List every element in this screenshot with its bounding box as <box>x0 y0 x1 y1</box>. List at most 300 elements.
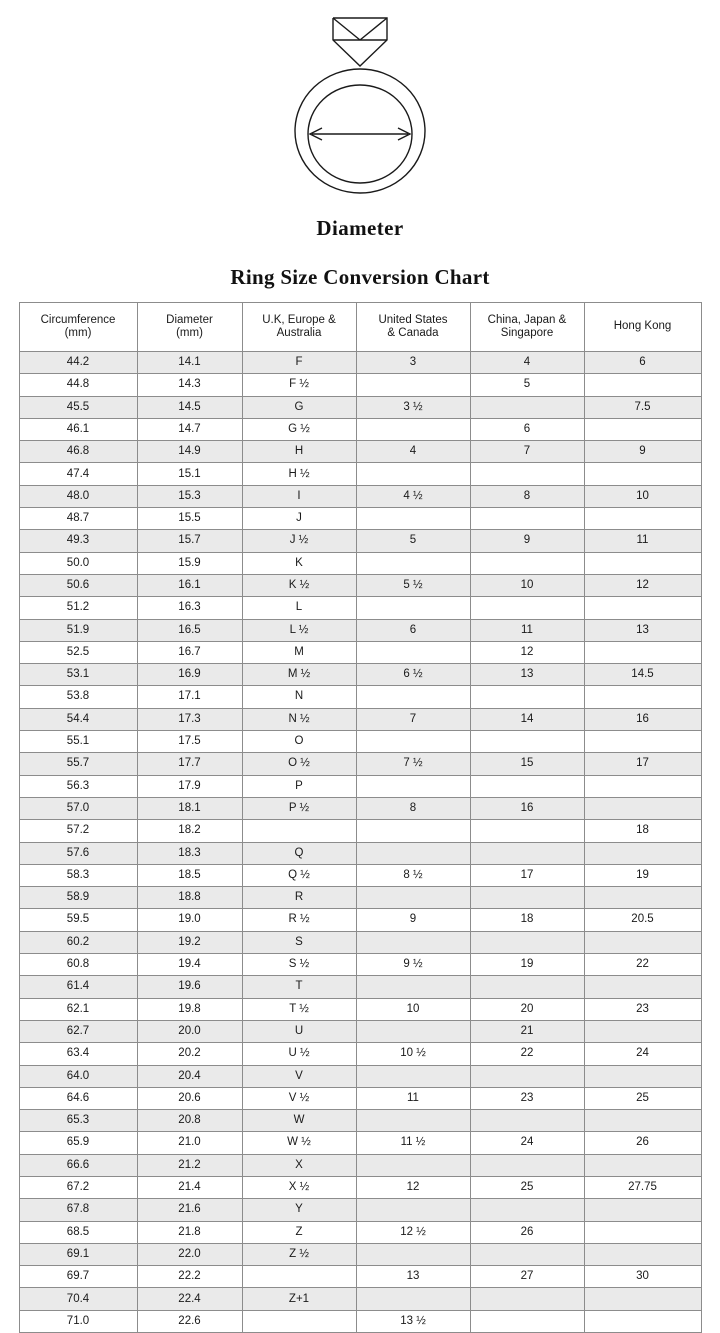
table-row <box>19 1199 701 1221</box>
table-cell: 17.7 <box>137 753 242 775</box>
table-cell: K ½ <box>242 574 356 596</box>
table-cell: O ½ <box>242 753 356 775</box>
table-row <box>19 1043 701 1065</box>
column-header-line1: Diameter <box>166 313 213 326</box>
table-cell: 15.1 <box>137 463 242 485</box>
table-cell: 4 <box>356 441 470 463</box>
table-cell <box>584 1310 701 1332</box>
table-cell <box>584 508 701 530</box>
table-cell: 64.6 <box>19 1087 137 1109</box>
table-cell <box>470 731 584 753</box>
table-cell <box>470 1288 584 1310</box>
table-cell <box>584 552 701 574</box>
table-cell: X <box>242 1154 356 1176</box>
table-row <box>19 842 701 864</box>
table-cell: 15 <box>470 753 584 775</box>
table-cell <box>242 1310 356 1332</box>
table-cell: 15.3 <box>137 485 242 507</box>
table-cell: 22 <box>470 1043 584 1065</box>
table-cell: 48.0 <box>19 485 137 507</box>
table-cell: 60.8 <box>19 954 137 976</box>
column-header-line2: & Canada <box>387 327 439 339</box>
diameter-caption: Diameter <box>316 216 404 240</box>
table-cell: 3 <box>356 352 470 374</box>
table-cell <box>584 1243 701 1265</box>
table-cell: 56.3 <box>19 775 137 797</box>
table-cell: 30 <box>584 1266 701 1288</box>
table-cell: 20.2 <box>137 1043 242 1065</box>
column-header-line1: Circumference <box>40 313 116 326</box>
table-row <box>19 641 701 663</box>
table-row <box>19 1087 701 1109</box>
table-cell: 15.5 <box>137 508 242 530</box>
table-cell: 4 <box>470 352 584 374</box>
table-row <box>19 352 701 374</box>
table-cell <box>584 418 701 440</box>
table-cell <box>584 1110 701 1132</box>
table-cell: 19 <box>584 864 701 886</box>
table-row <box>19 418 701 440</box>
table-row <box>19 931 701 953</box>
table-cell: 18.8 <box>137 887 242 909</box>
table-cell: 67.8 <box>19 1199 137 1221</box>
table-cell <box>584 463 701 485</box>
table-row <box>19 976 701 998</box>
table-cell: T <box>242 976 356 998</box>
table-cell <box>584 731 701 753</box>
table-cell <box>470 820 584 842</box>
table-cell: 67.2 <box>19 1176 137 1198</box>
table-cell: 21 <box>470 1020 584 1042</box>
table-cell: 17 <box>470 864 584 886</box>
table-cell: U ½ <box>242 1043 356 1065</box>
table-row <box>19 441 701 463</box>
table-cell: 63.4 <box>19 1043 137 1065</box>
table-cell: 16.1 <box>137 574 242 596</box>
table-header-row <box>19 303 701 352</box>
table-cell: 22.6 <box>137 1310 242 1332</box>
table-cell <box>470 775 584 797</box>
table-cell: 44.2 <box>19 352 137 374</box>
table-cell <box>470 686 584 708</box>
table-cell: 13 ½ <box>356 1310 470 1332</box>
table-cell: 51.2 <box>19 597 137 619</box>
table-cell: 4 ½ <box>356 485 470 507</box>
table-cell: 25 <box>470 1176 584 1198</box>
table-cell: 19.6 <box>137 976 242 998</box>
table-cell: 6 <box>470 418 584 440</box>
table-cell: 18.1 <box>137 797 242 819</box>
table-row <box>19 1065 701 1087</box>
table-cell <box>470 552 584 574</box>
table-cell: 17.9 <box>137 775 242 797</box>
table-cell: 16.5 <box>137 619 242 641</box>
table-cell: 13 <box>356 1266 470 1288</box>
column-header-us-canada <box>356 303 470 352</box>
column-header-diameter <box>137 303 242 352</box>
table-cell: 14.9 <box>137 441 242 463</box>
column-header-line2: (mm) <box>176 327 203 339</box>
table-cell: 16.3 <box>137 597 242 619</box>
table-cell <box>584 842 701 864</box>
table-cell: 47.4 <box>19 463 137 485</box>
table-cell: 23 <box>584 998 701 1020</box>
table-cell: 11 <box>356 1087 470 1109</box>
table-cell <box>470 887 584 909</box>
table-cell: 54.4 <box>19 708 137 730</box>
table-cell: 15.9 <box>137 552 242 574</box>
table-cell: W <box>242 1110 356 1132</box>
table-cell <box>470 463 584 485</box>
table-cell: 12 <box>584 574 701 596</box>
table-cell: 58.9 <box>19 887 137 909</box>
table-cell <box>584 887 701 909</box>
table-cell: 50.0 <box>19 552 137 574</box>
table-cell: Z+1 <box>242 1288 356 1310</box>
table-cell: 57.6 <box>19 842 137 864</box>
column-header-hong-kong <box>584 303 701 352</box>
table-cell: 16 <box>584 708 701 730</box>
table-cell <box>470 508 584 530</box>
table-cell: 11 <box>470 619 584 641</box>
table-row <box>19 463 701 485</box>
table-cell: 16.9 <box>137 664 242 686</box>
table-cell: 21.8 <box>137 1221 242 1243</box>
table-cell: N <box>242 686 356 708</box>
table-row <box>19 1288 701 1310</box>
column-header-line2: Australia <box>276 327 322 339</box>
table-cell: 16.7 <box>137 641 242 663</box>
table-cell: F ½ <box>242 374 356 396</box>
table-cell: 70.4 <box>19 1288 137 1310</box>
table-cell <box>584 1199 701 1221</box>
table-cell: V <box>242 1065 356 1087</box>
table-cell <box>470 1110 584 1132</box>
ring-diameter-illustration <box>250 8 470 198</box>
table-cell <box>356 418 470 440</box>
table-cell: 17.3 <box>137 708 242 730</box>
table-cell: 20.8 <box>137 1110 242 1132</box>
table-cell: 14 <box>470 708 584 730</box>
table-cell: I <box>242 485 356 507</box>
table-cell: 19.8 <box>137 998 242 1020</box>
table-cell: 61.4 <box>19 976 137 998</box>
table-cell: 5 <box>356 530 470 552</box>
table-cell: 5 ½ <box>356 574 470 596</box>
table-row <box>19 664 701 686</box>
table-cell: 20.0 <box>137 1020 242 1042</box>
table-cell: Z <box>242 1221 356 1243</box>
table-cell: 8 ½ <box>356 864 470 886</box>
ring-size-conversion-table <box>19 302 702 1333</box>
column-header-china-japan-singapore <box>470 303 584 352</box>
table-cell <box>356 731 470 753</box>
table-cell: 51.9 <box>19 619 137 641</box>
table-cell: X ½ <box>242 1176 356 1198</box>
table-cell: 10 <box>470 574 584 596</box>
table-row <box>19 887 701 909</box>
table-cell: 26 <box>584 1132 701 1154</box>
table-cell: 27 <box>470 1266 584 1288</box>
table-cell: 50.6 <box>19 574 137 596</box>
table-cell <box>470 1310 584 1332</box>
table-cell: 22.0 <box>137 1243 242 1265</box>
table-cell: 11 <box>584 530 701 552</box>
table-row <box>19 864 701 886</box>
table-cell: 7 ½ <box>356 753 470 775</box>
table-cell: U <box>242 1020 356 1042</box>
table-cell: 22.4 <box>137 1288 242 1310</box>
column-header-line2: (mm) <box>64 327 92 339</box>
table-row <box>19 1110 701 1132</box>
table-cell <box>470 976 584 998</box>
table-cell <box>356 374 470 396</box>
table-row <box>19 797 701 819</box>
table-cell: M <box>242 641 356 663</box>
table-cell: 48.7 <box>19 508 137 530</box>
table-cell: 10 <box>356 998 470 1020</box>
table-cell: 23 <box>470 1087 584 1109</box>
table-cell <box>470 931 584 953</box>
table-cell <box>584 641 701 663</box>
table-cell: 69.1 <box>19 1243 137 1265</box>
table-row <box>19 731 701 753</box>
table-cell: 49.3 <box>19 530 137 552</box>
table-cell: H <box>242 441 356 463</box>
table-cell: G ½ <box>242 418 356 440</box>
table-row <box>19 508 701 530</box>
table-cell: 59.5 <box>19 909 137 931</box>
table-cell: 19 <box>470 954 584 976</box>
table-cell <box>470 1065 584 1087</box>
table-cell: 20.4 <box>137 1065 242 1087</box>
table-cell: 8 <box>470 485 584 507</box>
table-cell: 65.3 <box>19 1110 137 1132</box>
table-cell: 68.5 <box>19 1221 137 1243</box>
table-cell <box>584 976 701 998</box>
table-row <box>19 1176 701 1198</box>
table-cell: 17.1 <box>137 686 242 708</box>
table-cell: 26 <box>470 1221 584 1243</box>
table-cell: V ½ <box>242 1087 356 1109</box>
table-cell <box>584 1020 701 1042</box>
table-cell: 14.5 <box>584 664 701 686</box>
table-row <box>19 619 701 641</box>
table-cell: 10 <box>584 485 701 507</box>
table-cell <box>470 1243 584 1265</box>
table-row <box>19 374 701 396</box>
table-cell: G <box>242 396 356 418</box>
table-cell <box>584 1221 701 1243</box>
table-cell: 6 ½ <box>356 664 470 686</box>
table-row <box>19 1020 701 1042</box>
table-row <box>19 1266 701 1288</box>
table-cell: 13 <box>470 664 584 686</box>
table-row <box>19 1310 701 1332</box>
table-cell: M ½ <box>242 664 356 686</box>
table-cell: 57.2 <box>19 820 137 842</box>
table-cell: 3 ½ <box>356 396 470 418</box>
table-cell: 9 <box>470 530 584 552</box>
table-cell <box>356 887 470 909</box>
table-cell: 21.0 <box>137 1132 242 1154</box>
table-row <box>19 597 701 619</box>
table-cell: 20 <box>470 998 584 1020</box>
table-cell <box>356 597 470 619</box>
table-row <box>19 552 701 574</box>
table-cell <box>356 931 470 953</box>
table-cell: 55.1 <box>19 731 137 753</box>
table-cell: 12 <box>356 1176 470 1198</box>
table-cell <box>356 976 470 998</box>
table-cell <box>356 1110 470 1132</box>
table-cell: 22 <box>584 954 701 976</box>
table-cell: 21.4 <box>137 1176 242 1198</box>
table-cell: 55.7 <box>19 753 137 775</box>
table-cell: 46.8 <box>19 441 137 463</box>
table-cell: 20.5 <box>584 909 701 931</box>
table-cell <box>356 1020 470 1042</box>
table-cell: 60.2 <box>19 931 137 953</box>
table-row <box>19 753 701 775</box>
column-header-circumference <box>19 303 137 352</box>
table-cell: 18 <box>470 909 584 931</box>
table-cell: 19.0 <box>137 909 242 931</box>
table-cell: L <box>242 597 356 619</box>
column-header-line1: Hong Kong <box>613 320 672 333</box>
table-cell <box>470 597 584 619</box>
table-cell: 14.3 <box>137 374 242 396</box>
table-cell <box>470 1199 584 1221</box>
table-cell: 7 <box>356 708 470 730</box>
table-cell: R <box>242 887 356 909</box>
column-header-line1: U.K, Europe & <box>262 313 336 326</box>
table-cell: 58.3 <box>19 864 137 886</box>
table-cell: S ½ <box>242 954 356 976</box>
table-cell: 14.7 <box>137 418 242 440</box>
table-cell <box>356 686 470 708</box>
table-cell: 21.2 <box>137 1154 242 1176</box>
table-cell: 62.1 <box>19 998 137 1020</box>
table-row <box>19 1221 701 1243</box>
table-cell: 45.5 <box>19 396 137 418</box>
table-body <box>19 352 701 1333</box>
table-cell: 24 <box>470 1132 584 1154</box>
table-cell: K <box>242 552 356 574</box>
table-cell: 64.0 <box>19 1065 137 1087</box>
table-cell: H ½ <box>242 463 356 485</box>
table-cell: 57.0 <box>19 797 137 819</box>
table-cell: 46.1 <box>19 418 137 440</box>
table-cell: 25 <box>584 1087 701 1109</box>
column-header-line1: China, Japan & <box>487 313 567 326</box>
table-cell: 12 ½ <box>356 1221 470 1243</box>
table-cell: 22.2 <box>137 1266 242 1288</box>
table-cell: 15.7 <box>137 530 242 552</box>
table-cell <box>584 597 701 619</box>
table-cell: T ½ <box>242 998 356 1020</box>
table-cell: Q <box>242 842 356 864</box>
table-cell: 21.6 <box>137 1199 242 1221</box>
table-cell: 27.75 <box>584 1176 701 1198</box>
table-cell <box>356 775 470 797</box>
table-row <box>19 1243 701 1265</box>
table-cell <box>242 820 356 842</box>
table-cell: 16 <box>470 797 584 819</box>
table-cell: 14.5 <box>137 396 242 418</box>
table-cell: 9 <box>356 909 470 931</box>
table-cell: 9 <box>584 441 701 463</box>
table-cell <box>356 1199 470 1221</box>
table-row <box>19 1154 701 1176</box>
table-row <box>19 820 701 842</box>
table-row <box>19 998 701 1020</box>
table-row <box>19 396 701 418</box>
table-cell <box>242 1266 356 1288</box>
table-cell: 9 ½ <box>356 954 470 976</box>
table-cell: 7.5 <box>584 396 701 418</box>
table-cell <box>584 374 701 396</box>
table-row <box>19 1132 701 1154</box>
table-cell: 10 ½ <box>356 1043 470 1065</box>
table-cell: 5 <box>470 374 584 396</box>
table-cell: 17.5 <box>137 731 242 753</box>
table-cell <box>356 641 470 663</box>
table-cell: 44.8 <box>19 374 137 396</box>
table-row <box>19 954 701 976</box>
column-header-uk-europe-australia <box>242 303 356 352</box>
table-cell: 19.2 <box>137 931 242 953</box>
table-cell: 20.6 <box>137 1087 242 1109</box>
table-cell <box>470 842 584 864</box>
table-cell <box>584 931 701 953</box>
table-cell: S <box>242 931 356 953</box>
table-cell: O <box>242 731 356 753</box>
table-cell: Y <box>242 1199 356 1221</box>
table-cell <box>356 842 470 864</box>
table-cell <box>356 508 470 530</box>
table-cell <box>470 396 584 418</box>
table-cell: N ½ <box>242 708 356 730</box>
table-row <box>19 574 701 596</box>
table-cell: 12 <box>470 641 584 663</box>
table-cell: 8 <box>356 797 470 819</box>
table-cell: 6 <box>584 352 701 374</box>
page-title: Ring Size Conversion Chart <box>230 265 490 289</box>
column-header-line2: Singapore <box>500 327 554 339</box>
table-cell: 18.5 <box>137 864 242 886</box>
table-cell: 18.3 <box>137 842 242 864</box>
table-cell <box>356 1288 470 1310</box>
table-row <box>19 775 701 797</box>
table-cell <box>584 775 701 797</box>
table-cell: 71.0 <box>19 1310 137 1332</box>
table-cell <box>584 1288 701 1310</box>
table-row <box>19 909 701 931</box>
table-cell: 62.7 <box>19 1020 137 1042</box>
table-cell: R ½ <box>242 909 356 931</box>
table-row <box>19 485 701 507</box>
table-cell <box>356 463 470 485</box>
table-cell: P ½ <box>242 797 356 819</box>
table-cell <box>356 552 470 574</box>
table-cell: 19.4 <box>137 954 242 976</box>
table-cell: L ½ <box>242 619 356 641</box>
table-cell: 18 <box>584 820 701 842</box>
table-cell: Q ½ <box>242 864 356 886</box>
table-cell: P <box>242 775 356 797</box>
table-cell: 18.2 <box>137 820 242 842</box>
